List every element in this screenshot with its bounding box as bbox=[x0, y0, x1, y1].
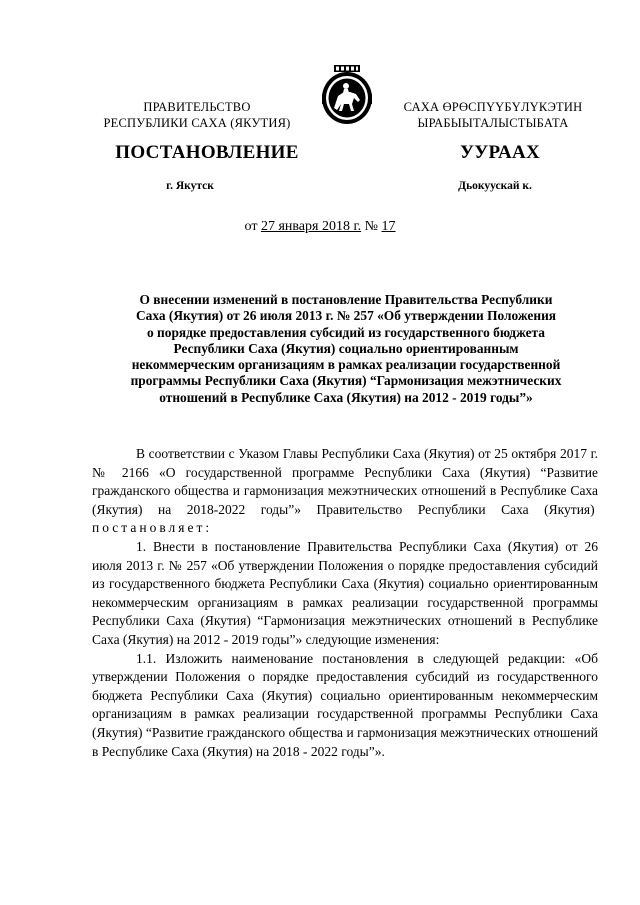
item-1-paragraph: 1. Внести в постановление Правительства Республики Саха (Якутия) от 26 июля 2013 г. № 257 «Об утверждении Положения о порядке предоставления субсидий из государственного бюджета Республики Саха (Якутия) социально ориентированным некоммерческим организациям в рамках реализации государственной программы Республики Саха (Якутия) “Гармонизация межэтнических отношений в Республике Саха (Якутия) на 2012 - 2019 годы”» следующие изменения: bbox=[92, 538, 598, 647]
date-prefix: от bbox=[244, 219, 261, 234]
yakutia-coat-of-arms-icon bbox=[320, 64, 374, 126]
title-line: Саха (Якутия) от 26 июля 2013 г. № 257 «Об утверждении Положения bbox=[135, 308, 557, 324]
city-ru: г. Якутск bbox=[166, 180, 214, 192]
number-prefix: № bbox=[361, 219, 382, 234]
title-line: о порядке предоставления субсидий из государственного бюджета bbox=[147, 324, 545, 340]
city-sakha: Дьокуускай к. bbox=[458, 180, 532, 192]
title-line: некоммерческим организациям в рамках реализации государственной bbox=[131, 357, 561, 373]
title-line: О внесении изменений в постановление Правительства Республики bbox=[139, 292, 553, 307]
header-org-sakha-line1: САХА ӨРӨСПҮҮБҮЛҮКЭТИН bbox=[403, 100, 583, 114]
resolves-word: постановляет: bbox=[92, 520, 213, 536]
preamble-text: В соответствии с Указом Главы Республики Саха (Якутия) от 25 октября 2017 г. № 2166 «О государственной программе Республики Саха (Якутия) “Развитие гражданского общества и гармонизация межэтнических отношений в Республике Саха (Якутия) на 2018-2022 годы”» Правительство Республики Саха (Якутия) bbox=[92, 446, 598, 517]
header-org-ru-line1: ПРАВИТЕЛЬСТВО bbox=[143, 100, 251, 114]
title-line: программы Республики Саха (Якутия) “Гармонизация межэтнических bbox=[130, 373, 562, 389]
document-number: 17 bbox=[381, 219, 396, 234]
preamble-paragraph bbox=[92, 445, 598, 538]
header-org-ru bbox=[82, 99, 312, 131]
title-line: отношений в Республике Саха (Якутия) на 2012 - 2019 годы”» bbox=[159, 389, 533, 405]
date-line bbox=[0, 219, 640, 235]
header-org-sakha bbox=[378, 99, 608, 131]
header-org-ru-line2: РЕСПУБЛИКИ САХА (ЯКУТИЯ) bbox=[103, 116, 291, 130]
document-date: 27 января 2018 г. bbox=[260, 219, 362, 234]
header-org-sakha-line2: ЫРАБЫЫТАЛЫСТЫБАТА bbox=[417, 116, 569, 130]
document-title bbox=[96, 292, 596, 406]
doc-type-ru: ПОСТАНОВЛЕНИЕ bbox=[115, 142, 299, 163]
doc-type-sakha: УУРААХ bbox=[459, 142, 541, 163]
item-1-1-paragraph: 1.1. Изложить наименование постановления в следующей редакции: «Об утверждении Положения о порядке предоставления субсидий из государственного бюджета Республики Саха (Якутия) социально ориентированным некоммерческим организациям в рамках реализации государственной программы Республики Саха (Якутия) “Развитие гражданского общества и гармонизация межэтнических отношений в Республике Саха (Якутия) на 2018 - 2022 годы”». bbox=[92, 650, 598, 759]
title-line: Республики Саха (Якутия) социально ориентированным bbox=[173, 340, 519, 356]
document-body bbox=[92, 445, 598, 761]
